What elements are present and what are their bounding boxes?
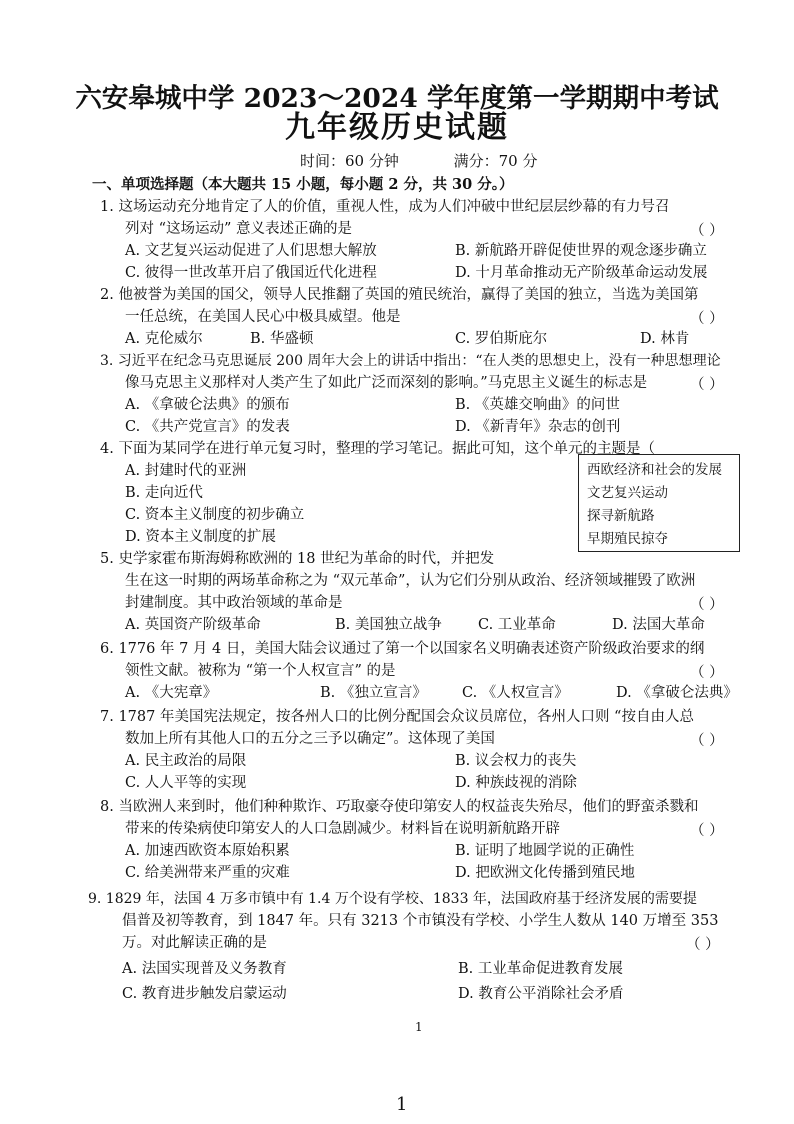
- q5-option-a: A. 英国资产阶级革命: [125, 617, 261, 633]
- q3-line2: 像马克思主义那样对人类产生了如此广泛而深刻的影响。”马克思主义诞生的标志是: [125, 375, 648, 391]
- q5-option-b: B. 美国独立战争: [335, 617, 442, 633]
- note-item: 早期殖民掠夺: [587, 531, 668, 547]
- exam-time: 时间：60 分钟: [300, 152, 399, 170]
- q9-line3: 万。对此解读正确的是: [122, 935, 267, 951]
- q3-option-c: C. 《共产党宣言》的发表: [125, 419, 290, 435]
- q1-line2: 列对 “这场运动” 意义表述正确的是: [125, 221, 353, 237]
- q2-option-d: D. 林肯: [640, 331, 690, 347]
- q5-option-c: C. 工业革命: [478, 617, 556, 633]
- q6-line1: 6. 1776 年 7 月 4 日，美国大陆会议通过了第一个以国家名义明确表述资产阶级政治要求的纲: [100, 641, 705, 657]
- q2-answer-paren: （ ）: [690, 311, 724, 327]
- q8-option-b: B. 证明了地圆学说的正确性: [455, 843, 635, 859]
- q2-line2: 一任总统，在美国人民心中极具威望。他是: [125, 309, 401, 325]
- note-item: 探寻新航路: [587, 508, 655, 524]
- q4-line1: 4. 下面为某同学在进行单元复习时，整理的学习笔记。据此可知，这个单元的主题是（: [100, 441, 655, 457]
- q9-option-c: C. 教育进步触发启蒙运动: [122, 986, 287, 1002]
- q5-option-d: D. 法国大革命: [612, 617, 705, 633]
- note-item: 文艺复兴运动: [587, 485, 668, 501]
- study-notes-box: [578, 454, 740, 552]
- q9-option-a: A. 法国实现普及义务教育: [122, 961, 287, 977]
- q6-option-c: C. 《人权宣言》: [462, 685, 569, 701]
- q3-option-b: B. 《英雄交响曲》的问世: [455, 397, 620, 413]
- q6-option-d: D. 《拿破仑法典》: [616, 685, 738, 701]
- q2-option-a: A. 克伦威尔: [125, 331, 203, 347]
- q3-option-d: D. 《新青年》杂志的创刊: [455, 419, 621, 435]
- q9-line2: 倡普及初等教育，到 1847 年。只有 3213 个市镇没有学校、小学生人数从 140 万增至 353: [122, 913, 719, 929]
- q5-line2: 生在这一时期的两场革命称之为 “双元革命”，认为它们分别从政治、经济领域摧毁了欧洲: [125, 573, 696, 589]
- q1-option-a: A. 文艺复兴运动促进了人们思想大解放: [125, 243, 377, 259]
- q8-answer-paren: （ ）: [690, 823, 724, 839]
- q7-option-a: A. 民主政治的局限: [125, 753, 247, 769]
- q9-answer-paren: （ ）: [686, 937, 720, 953]
- q9-option-d: D. 教育公平消除社会矛盾: [458, 986, 624, 1002]
- page-number-small: 1: [415, 1020, 423, 1034]
- page-number: 1: [396, 1094, 408, 1115]
- note-item: 西欧经济和社会的发展: [587, 462, 722, 478]
- q1-option-c: C. 彼得一世改革开启了俄国近代化进程: [125, 265, 377, 281]
- q7-option-c: C. 人人平等的实现: [125, 775, 247, 791]
- q8-option-d: D. 把欧洲文化传播到殖民地: [455, 865, 635, 881]
- q5-line3: 封建制度。其中政治领域的革命是: [125, 595, 343, 611]
- q3-option-a: A. 《拿破仑法典》的颁布: [125, 397, 290, 413]
- exam-subtitle: 九年级历史试题: [285, 110, 509, 145]
- q7-line2: 数加上所有其他人口的五分之三予以确定”。这体现了美国: [125, 731, 495, 747]
- q5-answer-paren: （ ）: [690, 597, 724, 613]
- q9-line1: 9. 1829 年，法国 4 万多市镇中有 1.4 万个设有学校、1833 年，法国政府基于经济发展的需要提: [88, 891, 697, 907]
- q7-line1: 7. 1787 年美国宪法规定，按各州人口的比例分配国会众议员席位，各州人口则 “按自由人总: [100, 709, 694, 725]
- q2-option-c: C. 罗伯斯庇尔: [455, 331, 548, 347]
- q4-option-a: A. 封建时代的亚洲: [125, 463, 247, 479]
- exam-score: 满分：70 分: [453, 152, 538, 170]
- q5-line1: 5. 史学家霍布斯海姆称欧洲的 18 世纪为革命的时代，并把发: [100, 551, 495, 567]
- q6-answer-paren: （ ）: [690, 665, 724, 681]
- q3-answer-paren: （ ）: [690, 377, 724, 393]
- q6-option-a: A. 《大宪章》: [125, 685, 218, 701]
- q1-option-d: D. 十月革命推动无产阶级革命运动发展: [455, 265, 708, 281]
- q8-line1: 8. 当欧洲人来到时，他们种种欺诈、巧取豪夺使印第安人的权益丧失殆尽，他们的野蛮杀戮和: [100, 799, 699, 815]
- q9-option-b: B. 工业革命促进教育发展: [458, 961, 623, 977]
- q1-answer-paren: （ ）: [690, 223, 724, 239]
- q1-line1: 1. 这场运动充分地肯定了人的价值，重视人性，成为人们冲破中世纪层层纱幕的有力号召: [100, 199, 670, 215]
- exam-meta: [300, 150, 588, 171]
- q4-option-d: D. 资本主义制度的扩展: [125, 529, 276, 545]
- q7-option-b: B. 议会权力的丧失: [455, 753, 577, 769]
- q2-option-b: B. 华盛顿: [250, 331, 314, 347]
- q6-line2: 领性文献。被称为 “第一个人权宣言” 的是: [125, 663, 396, 679]
- q8-option-c: C. 给美洲带来严重的灾难: [125, 865, 290, 881]
- section-heading: 一、单项选择题（本大题共 15 小题，每小题 2 分，共 30 分。）: [92, 176, 514, 193]
- q8-option-a: A. 加速西欧资本原始积累: [125, 843, 290, 859]
- q3-line1: 3. 习近平在纪念马克思诞辰 200 周年大会上的讲话中指出：“在人类的思想史上，没有一种思想理论: [100, 353, 721, 369]
- q4-option-b: B. 走向近代: [125, 485, 203, 501]
- q8-line2: 带来的传染病使印第安人的人口急剧减少。材料旨在说明新航路开辟: [125, 821, 560, 837]
- q2-line1: 2. 他被誉为美国的国父，领导人民推翻了英国的殖民统治，赢得了美国的独立，当选为美国第: [100, 287, 699, 303]
- q7-option-d: D. 种族歧视的消除: [455, 775, 577, 791]
- q7-answer-paren: （ ）: [690, 733, 724, 749]
- q6-option-b: B. 《独立宣言》: [320, 685, 427, 701]
- exam-title: 六安皋城中学 2023～2024 学年度第一学期期中考试: [75, 83, 719, 114]
- q4-option-c: C. 资本主义制度的初步确立: [125, 507, 305, 523]
- q1-option-b: B. 新航路开辟促使世界的观念逐步确立: [455, 243, 707, 259]
